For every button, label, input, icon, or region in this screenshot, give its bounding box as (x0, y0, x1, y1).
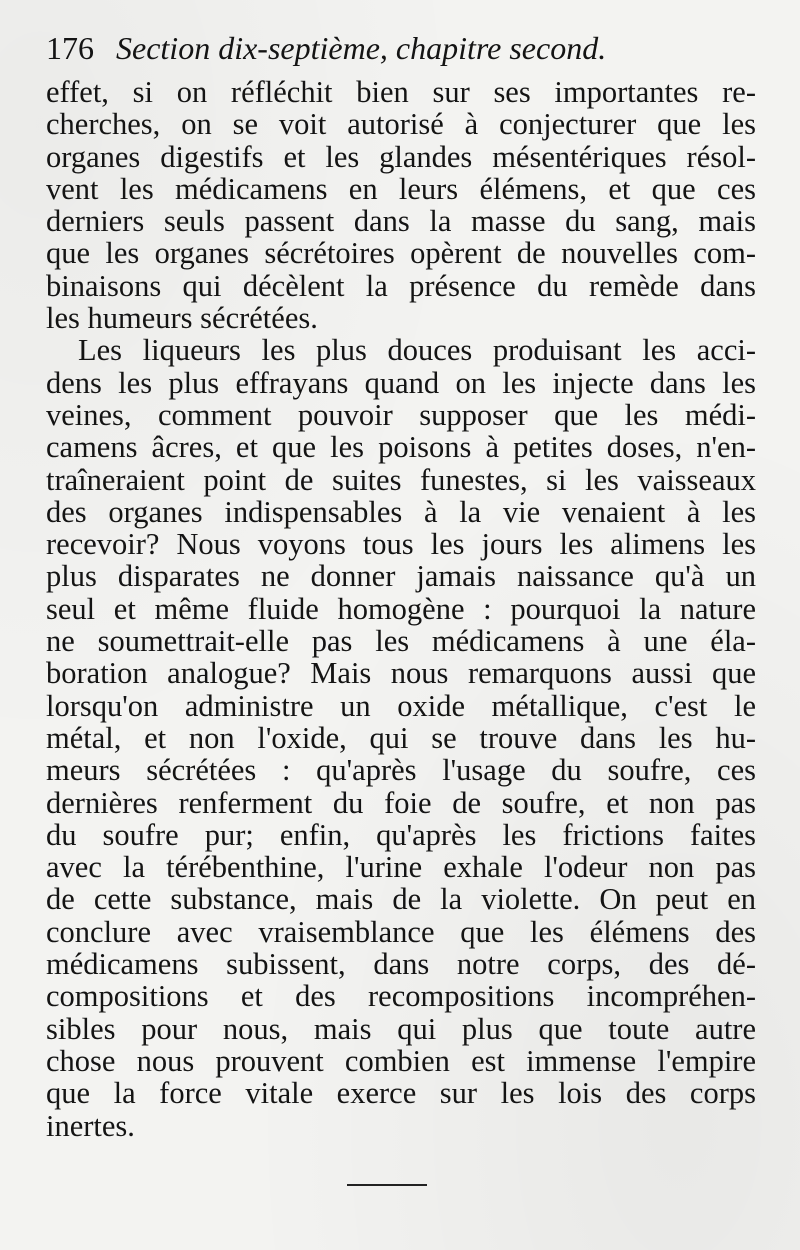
text-line: de cette substance, mais de la violette. On peut en (46, 882, 756, 917)
text-line: cherches, on se voit autorisé à conjecturer que les (46, 107, 756, 142)
text-line: derniers seuls passent dans la masse du sang, mais (46, 204, 756, 239)
text-line: avec la térébenthine, l'urine exhale l'odeur non pas (46, 850, 756, 885)
text-line: binaisons qui décèlent la présence du remède dans (46, 268, 756, 303)
text-line: dens les plus effrayans quand on les injecte dans les (46, 365, 756, 400)
text-line: recevoir? Nous voyons tous les jours les alimens les (46, 527, 756, 562)
text-line: conclure avec vraisemblance que les élémens des (46, 914, 756, 949)
text-line: effet, si on réfléchit bien sur ses importantes re- (46, 75, 756, 109)
text-line: chose nous prouvent combien est immense l'empire (46, 1043, 756, 1078)
text-line: que les organes sécrétoires opèrent de nouvelles com- (46, 236, 756, 271)
text-line: meurs sécrétées : qu'après l'usage du soufre, ces (46, 753, 756, 788)
text-line: du soufre pur; enfin, qu'après les frictions faites (46, 817, 756, 852)
paragraph-2 (46, 334, 756, 1141)
text-line: lorsqu'on administre un oxide métallique, c'est le (46, 688, 756, 723)
paragraph-1 (46, 76, 756, 334)
text-line: seul et même fluide homogène : pourquoi la nature (46, 591, 756, 626)
text-line: ne soumettrait-elle pas les médicamens à une éla- (46, 624, 756, 659)
text-line: veines, comment pouvoir supposer que les médi- (46, 397, 756, 432)
page-number: 176 (46, 30, 94, 66)
text-line: les humeurs sécrétées. (46, 301, 318, 336)
text-line: camens âcres, et que les poisons à petites doses, n'en- (46, 430, 756, 465)
running-title: Section dix-septième, chapitre second. (116, 30, 607, 66)
text-line: vent les médicamens en leurs élémens, et que ces (46, 171, 756, 206)
text-line: métal, et non l'oxide, qui se trouve dans les hu- (46, 720, 756, 755)
text-line: traîneraient point de suites funestes, si les vaisseaux (46, 462, 756, 497)
text-line: plus disparates ne donner jamais naissance qu'à un (46, 559, 756, 594)
end-rule (347, 1184, 427, 1186)
text-line: dernières renferment du foie de soufre, et non pas (46, 785, 756, 820)
text-line: des organes indispensables à la vie venaient à les (46, 494, 756, 529)
text-line: sibles pour nous, mais qui plus que toute autre (46, 1011, 756, 1046)
text-line: organes digestifs et les glandes mésentériques résol- (46, 139, 756, 174)
text-line: médicamens subissent, dans notre corps, des dé- (46, 947, 756, 982)
text-line: inertes. (46, 1108, 135, 1143)
text-line: compositions et des recompositions incompréhen- (46, 979, 756, 1014)
body-text (46, 76, 756, 1142)
text-line: Les liqueurs les plus douces produisant les acci- (78, 333, 756, 368)
running-head (46, 28, 766, 68)
text-line: boration analogue? Mais nous remarquons aussi que (46, 656, 756, 691)
text-line: que la force vitale exerce sur les lois des corps (46, 1076, 756, 1111)
